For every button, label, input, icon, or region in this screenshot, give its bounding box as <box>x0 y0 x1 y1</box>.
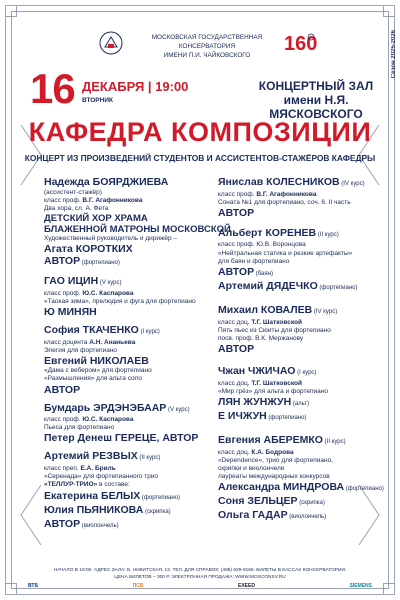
university-name: МОСКОВСКАЯ ГОСУДАРСТВЕННАЯ КОНСЕРВАТОРИЯ ИМЕНИ П.И. ЧАЙКОВСКОГО <box>151 34 263 59</box>
anniversary-number: 160 <box>284 33 318 55</box>
work-title: «Таокая зима», прелюдия и фуга для фортепиано <box>44 298 196 306</box>
author-performer: АВТОР <box>218 343 255 356</box>
work-title: Пять пьес из Сюиты для фортепиано <box>218 326 331 334</box>
composer-class: класс доцента А.Н. Ананьева <box>44 338 136 346</box>
performer-name: Ольга ГАДАР (виолончель) <box>218 509 327 522</box>
author-performer: АВТОР (баян) <box>218 266 273 279</box>
composer-name: София ТКАЧЕНКО (I курс) <box>44 324 160 337</box>
footer-info: НАЧАЛО В 19:00. АДРЕС ЗАЛА: Б. НИКИТСКАЯ, 13. ТЕЛ. ДЛЯ СПРАВОК: (495) 629-9166. БИЛЕТЫ В КАССАХ КОНСЕРВАТОРИИ. ЦЕНА БИЛЕТОВ – 300 Р. ЭЛЕКТРОННАЯ ПРОДАЖА: WWW.MOSCONSV.RU <box>53 568 347 580</box>
composer-class: класс проф. В.Г. Агафонникова <box>44 196 143 204</box>
author-performer: АВТОР <box>218 206 255 219</box>
work-title: посв. проф. В.К. Мержанову <box>218 334 304 342</box>
program-item <box>218 227 390 294</box>
work-title: «Дама с вебером» для фортепиано <box>44 367 152 375</box>
event-month-time: ДЕКАБРЯ | 19:00 <box>82 79 189 94</box>
work-title: «Размышления» для альта соло <box>44 375 142 383</box>
composer-name: Янислав КОЛЕСНИКОВ (IV курс) <box>218 176 365 188</box>
work-title: Элегия для фортепиано <box>44 346 118 354</box>
work-title: «Dependence», трио для фортепиано, <box>218 456 333 464</box>
composer-class: класс доц. К.А. Бодрова <box>218 448 294 456</box>
choir-name: ДЕТСКИЙ ХОР ХРАМА <box>44 213 148 225</box>
composer-name: Артемий РЕЗВЫХ (II курс) <box>44 450 161 463</box>
work-title: Пьеса для фортепиано <box>44 424 115 432</box>
composer-name: Михаил КОВАЛЕВ (IV курс) <box>218 304 338 317</box>
composer-class: класс доц. Т.Г. Шатковской <box>218 318 302 326</box>
program-item <box>44 450 229 531</box>
composer-name: Альберт КОРЕНЕВ (II курс) <box>218 226 339 239</box>
sponsor-logo: ВТБ <box>28 583 39 589</box>
performer-name: Юлия ПЬЯНИКОВА (скрипка) <box>44 503 171 516</box>
performer-name: Соня ЗЕЛЬЦЕР (скрипка) <box>218 495 325 508</box>
performer-name: ЛЯН ЖУНЖУН (альт) <box>218 396 310 409</box>
sponsor-logo: ПСБ <box>132 583 144 589</box>
frame-ornament-left <box>19 125 43 545</box>
season-label: Сезон 2025-2026 <box>391 30 397 79</box>
author-performer: АВТОР <box>44 383 81 396</box>
performer-name: Агата КОРОТКИХ <box>44 243 133 256</box>
work-title: «Серенада» для фортепианного трио <box>44 473 159 481</box>
conservatory-emblem-icon <box>98 30 124 56</box>
composer-class: класс преп. Е.А. Бриль <box>44 464 116 472</box>
program-item: Надежда БОЯРДЖИЕВА (ассистент-стажёр) класс проф. В.Г. Агафонникова Два хора, сл. А. Фета ДЕТСКИЙ ХОР ХРАМА БЛАЖЕННОЙ МАТРОНЫ МОСКОВСКОЙ Художественный руководитель и дирижёр – Агата КОРОТКИХ АВТОР (фортепиано) <box>44 176 231 268</box>
event-weekday: ВТОРНИК <box>82 97 113 104</box>
composer-name: Чжан ЧЖИЧАО (I курс) <box>218 365 317 378</box>
anniversary-logo <box>282 28 322 58</box>
program-item <box>44 275 229 318</box>
author-performer: АВТОР (фортепиано) <box>44 255 120 268</box>
author-performer: АВТОР (виолончель) <box>44 517 119 530</box>
composer-class: класс проф. Ю.В. Воронцова <box>218 241 306 249</box>
program-item <box>44 402 229 445</box>
work-title: скрипки и виолончели <box>218 464 285 472</box>
work-title: для баян и фортепиано <box>218 257 290 265</box>
sponsor-logo: SIEMENS <box>349 583 372 589</box>
program-left-column <box>44 176 229 538</box>
composer-class: класс проф. Ю.С. Каспарова <box>44 289 134 297</box>
program-item <box>218 176 390 219</box>
work-title: Два хора, сл. А. Фета <box>44 204 109 212</box>
work-title: «Мир грёз» для альта и фортепиано <box>218 387 328 395</box>
poster-subtitle: КОНЦЕРТ ИЗ ПРОИЗВЕДЕНИЙ СТУДЕНТОВ И АССИСТЕНТОВ-СТАЖЁРОВ КАФЕДРЫ <box>24 153 376 163</box>
composer-name: Надежда БОЯРДЖИЕВА <box>44 176 169 188</box>
program-item <box>218 365 390 424</box>
work-title: Соната №1 для фортепиано, соч. 6. II часть <box>218 198 351 206</box>
composer-class: класс проф. Ю.С. Каспарова <box>44 416 134 424</box>
poster-title: КАФЕДРА КОМПОЗИЦИИ <box>28 117 372 147</box>
performer-name: Александра МИНДРОВА (фортепиано) <box>218 481 384 494</box>
program-item <box>218 434 390 523</box>
performer-name: Е ИЧЖУН (фортепиано) <box>218 410 307 423</box>
composer-class: класс доц. Т.Г. Шатковской <box>218 379 302 387</box>
laureates-note: лауреаты международных конкурсов <box>218 473 330 481</box>
performer-name: Ю МИНЯН <box>44 306 97 319</box>
event-day: 16 <box>30 65 75 112</box>
program-item <box>44 324 229 395</box>
performer-name: Артемий ДЯДЕЧКО (фортепиано) <box>218 280 358 293</box>
concert-hall: КОНЦЕРТНЫЙ ЗАЛ имени Н.Я. МЯСКОВСКОГО <box>258 79 374 121</box>
program-right-column <box>218 176 390 529</box>
header <box>0 26 400 66</box>
work-title: «Нейтральная статика и резкие артефакты» <box>218 249 353 257</box>
performer-name: Евгений НИКОЛАЕВ <box>44 355 149 368</box>
ensemble-name: «ТЕЛЛУР-ТРИО» в составе: <box>44 481 130 489</box>
program-item <box>218 304 390 355</box>
composer-name: ГАО ИЦИН (V курс) <box>44 275 122 288</box>
composer-name: Евгения АБЕРЕМКО (II курс) <box>218 434 346 447</box>
sponsor-logo: EXEED <box>237 583 255 589</box>
composer-name: Бумдарь ЭРДЭНЭБААР (V курс) <box>44 401 190 414</box>
sponsor-logos <box>28 583 372 589</box>
composer-class: класс проф. В.Г. Агафонникова <box>218 190 317 198</box>
performer-name: Екатерина БЕЛЫХ (фортепиано) <box>44 489 180 502</box>
performer-name: Петер Денеш ГЕРЕЦЕ, АВТОР <box>44 432 199 445</box>
